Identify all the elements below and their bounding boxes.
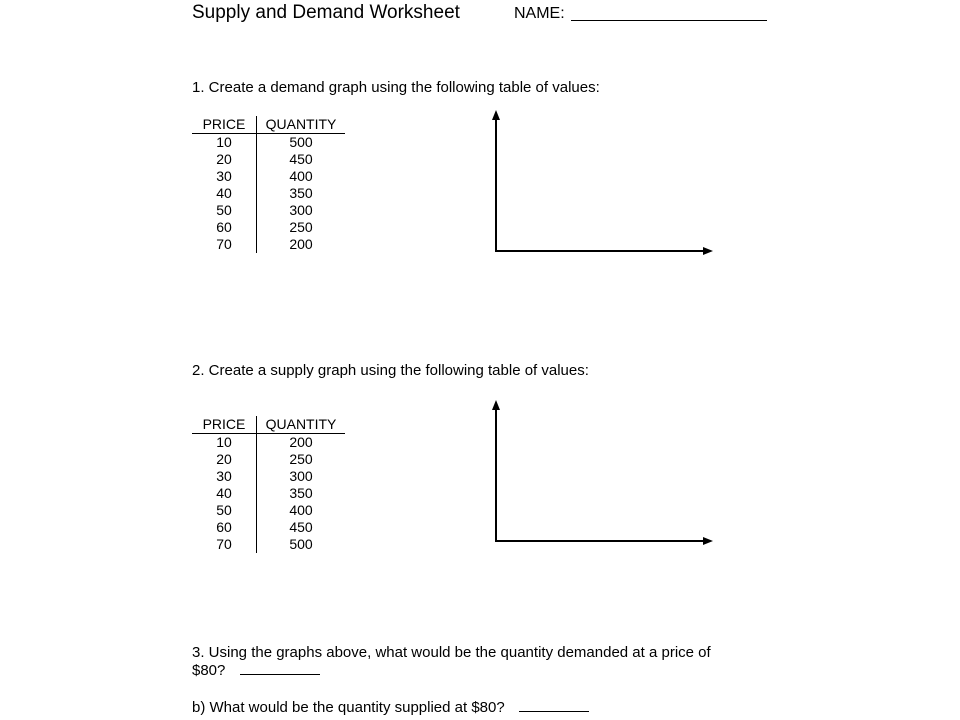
demand-table-price-header: PRICE	[192, 116, 257, 134]
table-row	[192, 502, 345, 519]
table-row	[192, 451, 345, 468]
price-cell: 10	[192, 434, 257, 452]
table-row	[192, 151, 345, 168]
table-row	[192, 519, 345, 536]
table-row	[192, 168, 345, 185]
question-3b-text: b) What would be the quantity supplied at $80?	[192, 699, 505, 716]
table-row	[192, 468, 345, 485]
question-3b	[192, 699, 589, 717]
supply-graph-axes[interactable]	[480, 395, 720, 555]
quantity-cell: 350	[289, 485, 313, 501]
demand-graph-axes[interactable]	[480, 105, 720, 265]
question-3-line2-text: $80?	[192, 662, 226, 679]
price-cell: 60	[192, 219, 257, 236]
quantity-cell: 300	[289, 468, 313, 484]
quantity-cell: 300	[289, 202, 313, 218]
quantity-cell: 400	[289, 168, 313, 184]
table-row	[192, 485, 345, 502]
quantity-cell: 200	[289, 236, 313, 252]
quantity-cell: 250	[289, 219, 313, 235]
price-cell: 40	[192, 485, 257, 502]
worksheet-title: Supply and Demand Worksheet	[192, 2, 460, 23]
name-label: NAME:	[514, 5, 565, 22]
answer-3b-blank[interactable]	[519, 710, 589, 712]
demand-table-quantity-header: QUANTITY	[257, 116, 346, 134]
quantity-cell: 450	[289, 151, 313, 167]
answer-3-blank[interactable]	[240, 673, 320, 675]
question-2-prompt: 2. Create a supply graph using the following table of values:	[192, 362, 589, 379]
quantity-cell: 350	[289, 185, 313, 201]
price-cell: 70	[192, 536, 257, 553]
table-row	[192, 536, 345, 553]
supply-table-quantity-header: QUANTITY	[257, 416, 346, 434]
price-cell: 70	[192, 236, 257, 253]
question-3-line2	[192, 662, 320, 680]
demand-table	[192, 116, 345, 253]
table-row	[192, 236, 345, 253]
price-cell: 20	[192, 451, 257, 468]
price-cell: 10	[192, 134, 257, 152]
quantity-cell: 400	[289, 502, 313, 518]
quantity-cell: 200	[289, 434, 313, 450]
price-cell: 30	[192, 468, 257, 485]
quantity-cell: 500	[289, 134, 313, 150]
supply-table	[192, 416, 345, 553]
table-row	[192, 434, 345, 452]
price-cell: 60	[192, 519, 257, 536]
price-cell: 30	[192, 168, 257, 185]
price-cell: 50	[192, 202, 257, 219]
quantity-cell: 250	[289, 451, 313, 467]
price-cell: 50	[192, 502, 257, 519]
table-row	[192, 219, 345, 236]
price-cell: 40	[192, 185, 257, 202]
supply-table-price-header: PRICE	[192, 416, 257, 434]
quantity-cell: 450	[289, 519, 313, 535]
table-row	[192, 202, 345, 219]
question-3-line1: 3. Using the graphs above, what would be the quantity demanded at a price of	[192, 644, 711, 661]
name-blank-line[interactable]	[571, 20, 767, 21]
table-row	[192, 185, 345, 202]
price-cell: 20	[192, 151, 257, 168]
table-row	[192, 134, 345, 152]
question-1-prompt: 1. Create a demand graph using the following table of values:	[192, 79, 600, 96]
quantity-cell: 500	[289, 536, 313, 552]
